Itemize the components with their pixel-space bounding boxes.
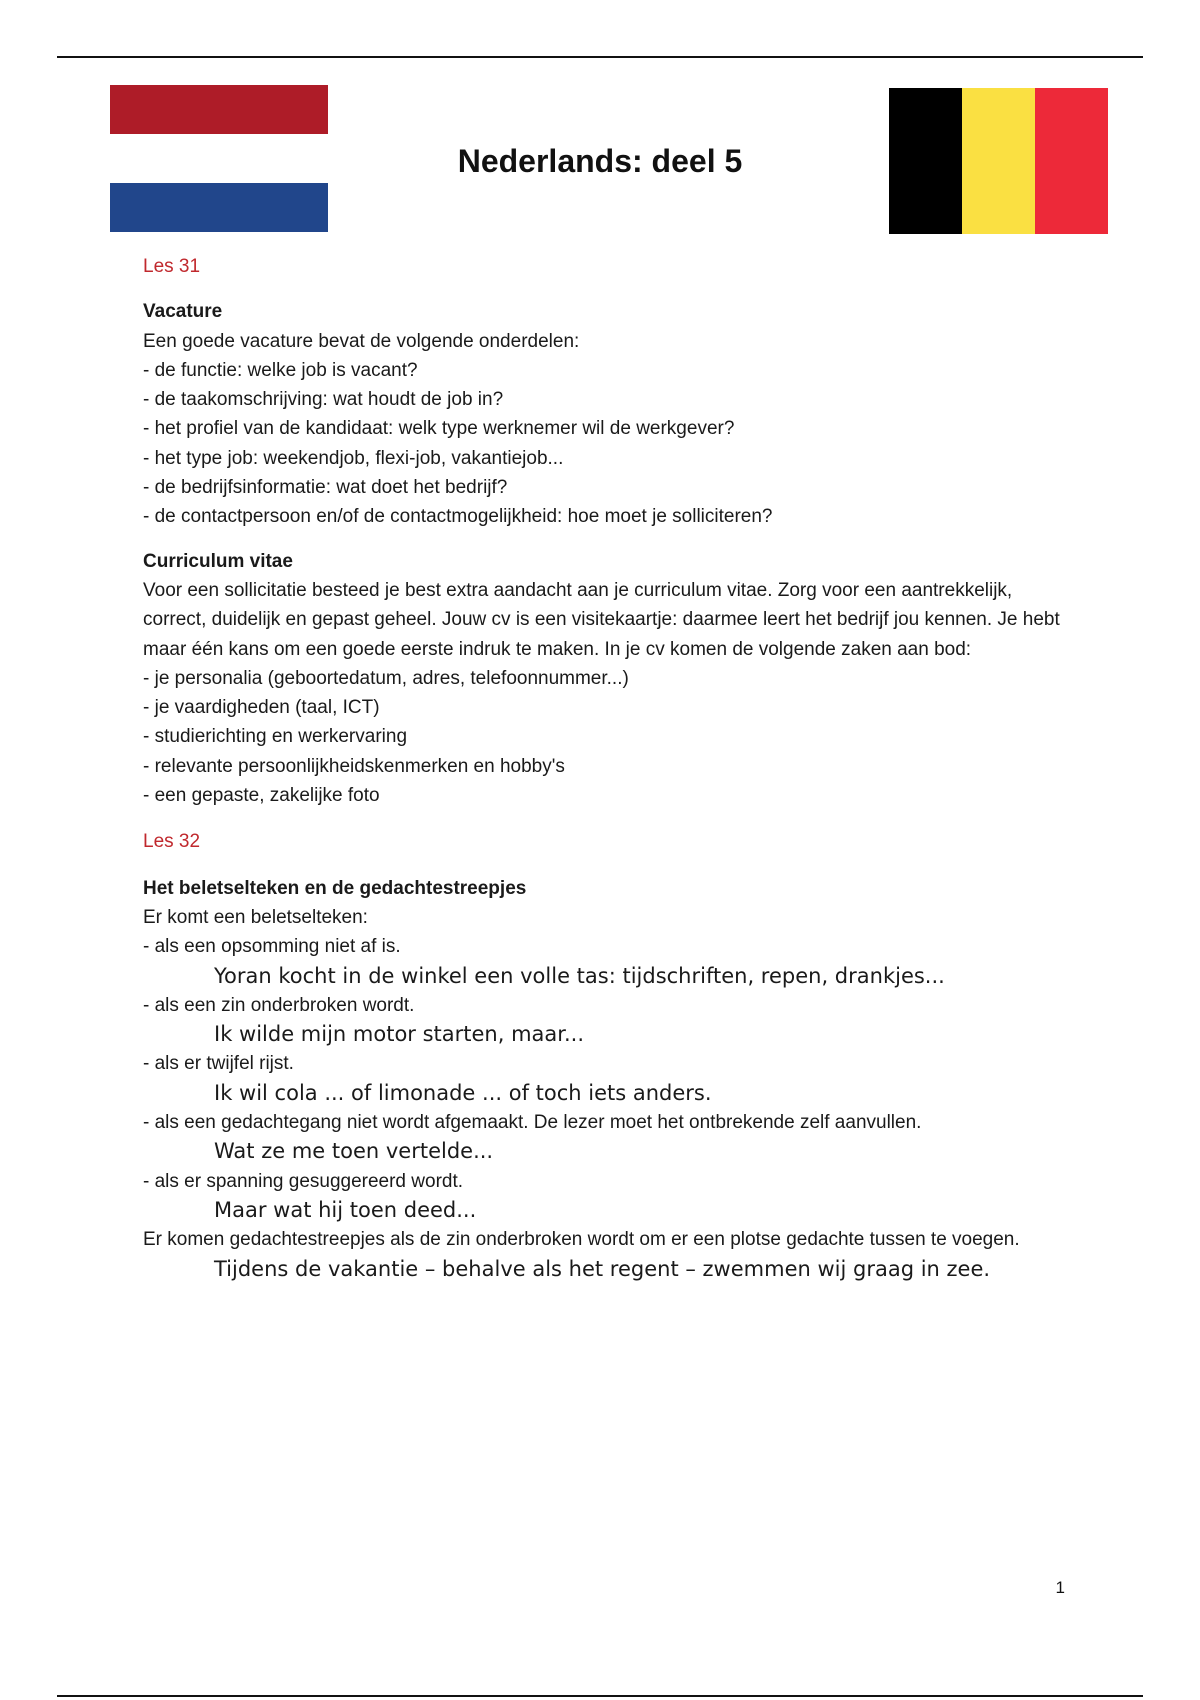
cv-paragraph: Voor een sollicitatie besteed je best extra aandacht aan je curriculum vitae. Zorg voor een aantrekkelijk, correct, duidelijk en gepast geheel. Jouw cv is een visitekaartje: daarmee leert het bedrijf jou kennen. Je hebt maar één kans om een goede eerste indruk te maken. In je cv komen de volgende zaken aan bod: (143, 579, 1060, 660)
example-sentence: Ik wilde mijn motor starten, maar... (214, 1022, 585, 1047)
example-sentence: Yoran kocht in de winkel een volle tas: tijdschriften, repen, drankjes... (214, 963, 945, 988)
example-sentence: Maar wat hij toen deed... (214, 1197, 477, 1222)
belgium-flag (889, 88, 1108, 234)
flag-stripe-yellow (962, 88, 1035, 234)
flag-stripe-red (110, 85, 328, 134)
list-item: - studierichting en werkervaring (143, 726, 408, 748)
section-heading-vacature: Vacature (143, 301, 223, 323)
lesson-label: Les 31 (143, 256, 201, 277)
page-number: 1 (1055, 1578, 1065, 1597)
dash-rule: Er komen gedachtestreepjes als de zin onderbroken wordt om er een plotse gedachte tussen te voegen. (143, 1229, 1020, 1251)
netherlands-flag (110, 85, 328, 232)
flag-stripe-red (1035, 88, 1108, 234)
list-item: - je vaardigheden (taal, ICT) (143, 697, 380, 719)
section-heading-cv: Curriculum vitae (143, 550, 293, 572)
rule-item: - als een gedachtegang niet wordt afgemaakt. De lezer moet het ontbrekende zelf aanvullen. (143, 1112, 922, 1134)
flag-stripe-black (889, 88, 962, 234)
rule-item: - als een opsomming niet af is. (143, 936, 401, 958)
list-item: - een gepaste, zakelijke foto (143, 785, 380, 807)
rule-item: - als er twijfel rijst. (143, 1053, 294, 1075)
rule-item: - als een zin onderbroken wordt. (143, 994, 415, 1016)
page-title: Nederlands: deel 5 (457, 143, 743, 179)
lesson-label: Les 32 (143, 831, 201, 853)
flag-stripe-blue (110, 183, 328, 232)
list-item: - de bedrijfsinformatie: wat doet het bedrijf? (143, 477, 508, 499)
list-item: - het type job: weekendjob, flexi-job, vakantiejob... (143, 447, 564, 469)
document-body (143, 252, 1143, 1284)
example-sentence: Ik wil cola ... of limonade ... of toch iets anders. (214, 1080, 712, 1105)
rule-item: - als er spanning gesuggereerd wordt. (143, 1170, 464, 1192)
example-sentence: Wat ze me toen vertelde... (214, 1139, 494, 1164)
list-item: - de contactpersoon en/of de contactmogelijkheid: hoe moet je solliciteren? (143, 506, 773, 528)
list-item: - relevante persoonlijkheidskenmerken en hobby's (143, 755, 565, 777)
vacature-intro: Een goede vacature bevat de volgende onderdelen: (143, 330, 580, 352)
list-item: - de functie: welke job is vacant? (143, 359, 418, 381)
section-heading-beletselteken: Het beletselteken en de gedachtestreepjes (143, 877, 527, 899)
flag-stripe-white (110, 134, 328, 183)
list-item: - je personalia (geboortedatum, adres, telefoonnummer...) (143, 667, 629, 689)
beletselteken-intro: Er komt een beletselteken: (143, 906, 368, 928)
bottom-rule (57, 1695, 1143, 1697)
top-rule (57, 56, 1143, 58)
list-item: - de taakomschrijving: wat houdt de job in? (143, 389, 504, 411)
example-sentence: Tijdens de vakantie – behalve als het regent – zwemmen wij graag in zee. (214, 1256, 991, 1281)
list-item: - het profiel van de kandidaat: welk type werknemer wil de werkgever? (143, 418, 735, 440)
